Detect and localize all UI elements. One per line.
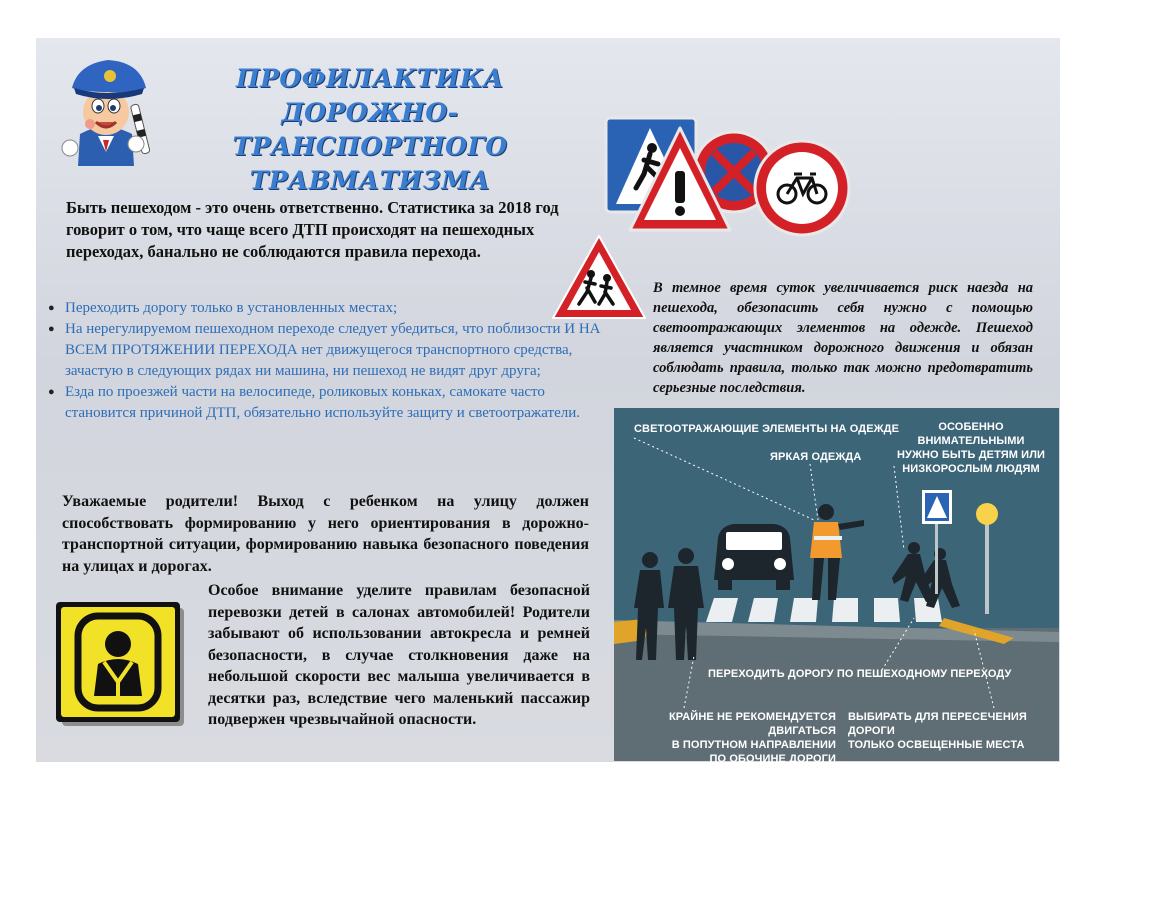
list-item: ● Езда по проезжей части на велосипеде, роликовых коньках, самокате часто становится причиной ДТП, обязательно используйте защиту и светоотражатели.	[48, 382, 608, 424]
road-signs-cluster	[604, 116, 854, 240]
label-bright-clothes: ЯРКАЯ ОДЕЖДА	[770, 451, 862, 463]
rules-list	[48, 298, 608, 424]
policeman-mascot-icon	[50, 48, 160, 173]
no-bicycles-sign-icon	[755, 141, 849, 235]
intro-paragraph: Быть пешеходом - это очень ответственно. Статистика за 2018 год говорит о том, что чаще всего ДТП происходят на пешеходных переходах, банально не соблюдаются правила перехода.	[66, 198, 559, 261]
label-shoulder-line: КРАЙНЕ НЕ РЕКОМЕНДУЕТСЯ ДВИГАТЬСЯ	[668, 711, 836, 737]
parents-paragraph: Уважаемые родители! Выход с ребенком на улицу должен способствовать формированию у него ориентирования в дорожно-транспортной ситуации, формированию навыка безопасного поведения на улицах и дорогах.	[62, 493, 589, 575]
label-reflective: СВЕТООТРАЖАЮЩИЕ ЭЛЕМЕНТЫ НА ОДЕЖДЕ	[634, 423, 900, 435]
child-car-seat-icon	[54, 600, 186, 728]
label-children-line: НУЖНО БЫТЬ ДЕТЯМ ИЛИ	[896, 449, 1046, 461]
title-line-3: ТРАВМАТИЗМА	[249, 166, 491, 195]
label-lit-line: ВЫБИРАТЬ ДЛЯ ПЕРЕСЕЧЕНИЯ ДОРОГИ	[848, 711, 1027, 737]
label-children-line: ОСОБЕННО ВНИМАТЕЛЬНЫМИ	[917, 421, 1025, 447]
night-visibility-paragraph: В темное время суток увеличивается риск наезда на пешехода, обезопасить себя нужно с помощью светоотражающих элементов на одежде. Пешеход является участником дорожного движения и обязан соблюдать правила, только так можно предотвратить серьезные последствия.	[653, 280, 1033, 396]
list-item: ● Переходить дорогу только в установленных местах;	[48, 298, 608, 319]
title-line-1: ПРОФИЛАКТИКА	[235, 64, 505, 93]
label-crosswalk: ПЕРЕХОДИТЬ ДОРОГУ ПО ПЕШЕХОДНОМУ ПЕРЕХОДУ	[708, 668, 1012, 680]
label-shoulder-warning	[628, 710, 836, 766]
list-item: ● На нерегулируемом пешеходном переходе следует убедиться, что поблизости И НА ВСЕМ ПРОТЯЖЕНИИ ПЕРЕХОДА нет движущегося транспортного средства, зачастую в следующих рядах ни машина, ни пешеход не видят друг друга;	[48, 319, 608, 382]
label-shoulder-line: ПО ОБОЧИНЕ ДОРОГИ	[709, 753, 836, 765]
label-children-attention	[896, 420, 1046, 476]
car-seat-paragraph: Особое внимание уделите правилам безопасной перевозки детей в салонах автомобилей! Родители забывают об использовании автокресла и ремней безопасности, в случае столкновения даже на небольшой скорости вес малыша увеличивается в десятки раз, вследствие чего маленький пассажир подвержен чрезвычайной опасности.	[208, 582, 590, 728]
label-lit-line: ТОЛЬКО ОСВЕЩЕННЫЕ МЕСТА	[848, 739, 1025, 751]
pedestrian-safety-infographic	[614, 408, 1059, 765]
label-lit-places	[848, 710, 1059, 752]
title-line-2: ДОРОЖНО-ТРАНСПОРТНОГО	[232, 98, 508, 161]
label-shoulder-line: В ПОПУТНОМ НАПРАВЛЕНИИ	[671, 739, 836, 751]
page-title	[160, 62, 580, 198]
label-children-line: НИЗКОРОСЛЫМ ЛЮДЯМ	[902, 463, 1040, 475]
